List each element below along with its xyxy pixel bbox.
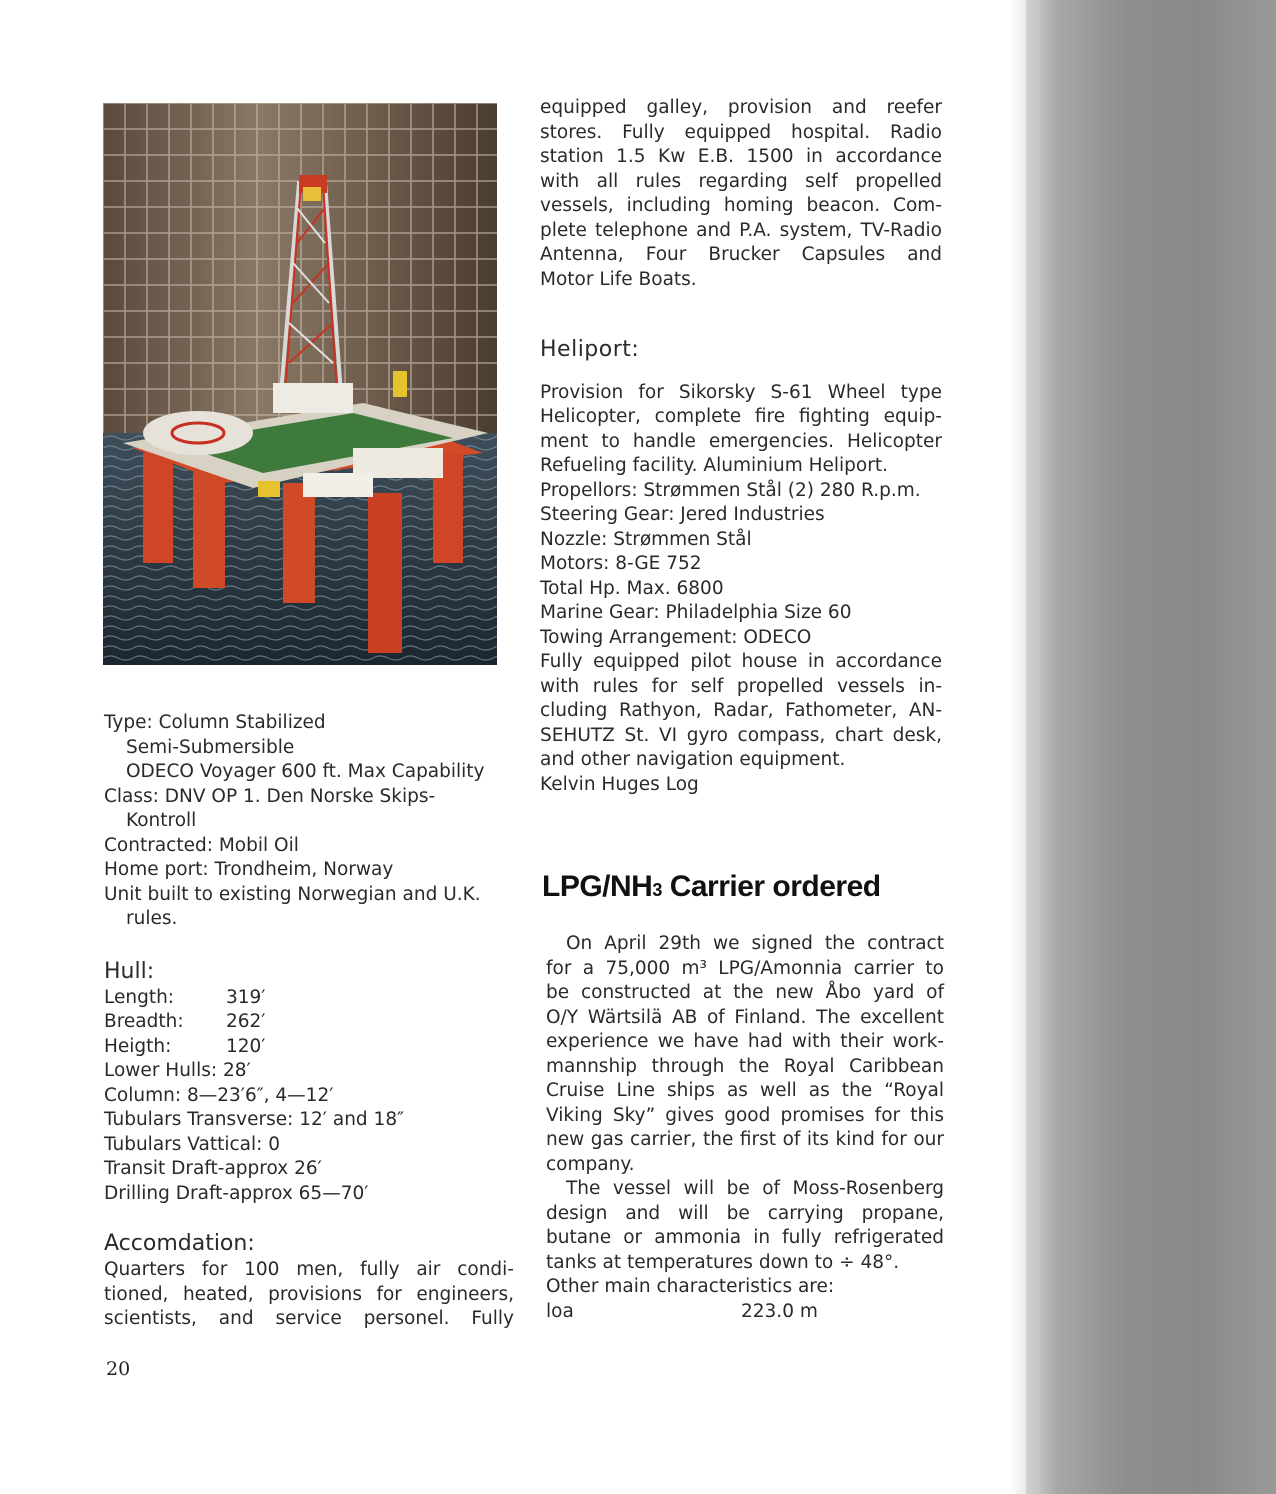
pilot-house-line: cluding Rathyon, Radar, Fathometer, AN- (540, 700, 942, 721)
hull-line: Tubulars Transverse: 12′ and 18″ (104, 1109, 405, 1130)
article-line: Cruise Line ships as well as the “Royal (546, 1080, 944, 1101)
spec-value: 319′ (226, 986, 266, 1008)
intro-line: equipped galley, provision and reefer (540, 97, 942, 118)
type-line: Semi-Submersible (126, 736, 295, 758)
title-subscript: 3 (652, 880, 662, 900)
title-rest: Carrier ordered (661, 870, 881, 903)
class-line: Kontroll (126, 810, 197, 831)
heliport-line: Steering Gear: Jered Industries (540, 504, 825, 525)
article-line: mannship through the Royal Caribbean (546, 1055, 944, 1077)
article-line: company. (546, 1153, 635, 1175)
right-text-column (540, 96, 942, 797)
heliport-line: Towing Arrangement: ODECO (540, 626, 812, 648)
hull-spec-row (104, 986, 514, 1011)
article-line: design and will be carrying propane, (546, 1202, 944, 1224)
accomodation-line: Quarters for 100 men, fully air condi- (104, 1259, 514, 1280)
type-line: ODECO Voyager 600 ft. Max Capability (126, 761, 485, 782)
rig-model-photo (103, 103, 497, 665)
rig-spec-column (104, 711, 514, 1332)
article-line: for a 75,000 m³ LPG/Amonnia carrier to (546, 957, 944, 979)
pilot-house-line: Kelvin Huges Log (540, 773, 699, 795)
spec-value: 262′ (226, 1011, 266, 1032)
intro-line: vessels, including homing beacon. Com- (540, 195, 942, 216)
pilot-house-line: and other navigation equipment. (540, 749, 846, 770)
rules-line: rules. (126, 908, 178, 929)
rules-line: Unit built to existing Norwegian and U.K. (104, 883, 481, 905)
intro-line: with all rules regarding self propelled (540, 170, 942, 192)
page-edge-shading (1010, 0, 1040, 1494)
pilot-house-line: SEHUTZ St. VI gyro compass, chart desk, (540, 724, 942, 746)
spec-value: 120′ (226, 1035, 266, 1057)
hull-line: Transit Draft-approx 26′ (104, 1158, 322, 1179)
intro-line: station 1.5 Kw E.B. 1500 in accordance (540, 146, 942, 167)
hull-line: Lower Hulls: 28′ (104, 1060, 251, 1081)
intro-line: plete telephone and P.A. system, TV-Radio (540, 219, 942, 241)
contracted-line: Contracted: Mobil Oil (104, 834, 299, 856)
article-line: O/Y Wärtsilä AB of Finland. The excellent (546, 1006, 944, 1028)
hull-line: Drilling Draft-approx 65—70′ (104, 1182, 369, 1204)
heliport-line: Motors: 8-GE 752 (540, 553, 702, 574)
spec-key: Breadth: (104, 1011, 184, 1032)
article-line: tanks at temperatures down to ÷ 48°. (546, 1251, 900, 1273)
heliport-line: Refueling facility. Aluminium Heliport. (540, 455, 888, 476)
article-line: Viking Sky” gives good promises for this (546, 1104, 944, 1126)
heliport-line: Provision for Sikorsky S-61 Wheel type (540, 381, 942, 403)
heliport-line: Nozzle: Strømmen Stål (540, 528, 752, 550)
spec-key: Length: (104, 986, 175, 1008)
accomodation-line: scientists, and service personel. Fully (104, 1308, 514, 1329)
article-line: experience we have had with their work- (546, 1031, 944, 1052)
article-line: The vessel will be of Moss-Rosenberg (566, 1178, 944, 1199)
article-line: be constructed at the new Åbo yard of (546, 982, 944, 1003)
article-line: Other main characteristics are: (546, 1276, 835, 1297)
home-port-line: Home port: Trondheim, Norway (104, 859, 394, 880)
article-line: new gas carrier, the first of its kind for our (546, 1129, 944, 1150)
hull-line: Column: 8—23′6″, 4—12′ (104, 1084, 334, 1106)
loa-value: 223.0 m (741, 1300, 818, 1322)
hull-heading: Hull: (104, 958, 155, 984)
page-gutter-shadow (1026, 0, 1276, 1494)
intro-line: stores. Fully equipped hospital. Radio (540, 121, 942, 143)
accomodation-heading: Accomdation: (104, 1231, 255, 1256)
hull-line: Tubulars Vattical: 0 (104, 1133, 281, 1155)
type-line: Type: Column Stabilized (104, 712, 326, 733)
title-main: LPG/NH (542, 870, 653, 903)
intro-line: Antenna, Four Brucker Capsules and (540, 244, 942, 265)
article-line: butane or ammonia in fully refrigerated (546, 1227, 944, 1248)
class-line: Class: DNV OP 1. Den Norske Skips- (104, 785, 436, 807)
article-line: On April 29th we signed the contract (566, 933, 944, 954)
pilot-house-line: Fully equipped pilot house in accordance (540, 651, 942, 672)
heliport-line: Marine Gear: Philadelphia Size 60 (540, 602, 852, 623)
heliport-line: Helicopter, complete fire fighting equip- (540, 406, 942, 427)
page-number: 20 (106, 1358, 131, 1380)
hull-spec-row (104, 1035, 514, 1060)
heliport-line: ment to handle emergencies. Helicopter (540, 430, 942, 452)
intro-line: Motor Life Boats. (540, 268, 697, 290)
loa-row (546, 1300, 944, 1325)
heliport-line: Total Hp. Max. 6800 (540, 577, 724, 599)
heliport-line: Propellors: Strømmen Stål (2) 280 R.p.m. (540, 479, 921, 501)
spec-key: Heigth: (104, 1035, 172, 1057)
hull-spec-row (104, 1010, 514, 1035)
pilot-house-line: with rules for self propelled vessels in- (540, 675, 942, 697)
article-body (546, 932, 944, 1324)
loa-key: loa (546, 1300, 574, 1322)
heliport-heading: Heliport: (540, 337, 640, 362)
accomodation-line: tioned, heated, provisions for engineers, (104, 1283, 514, 1305)
article-title (542, 870, 881, 904)
